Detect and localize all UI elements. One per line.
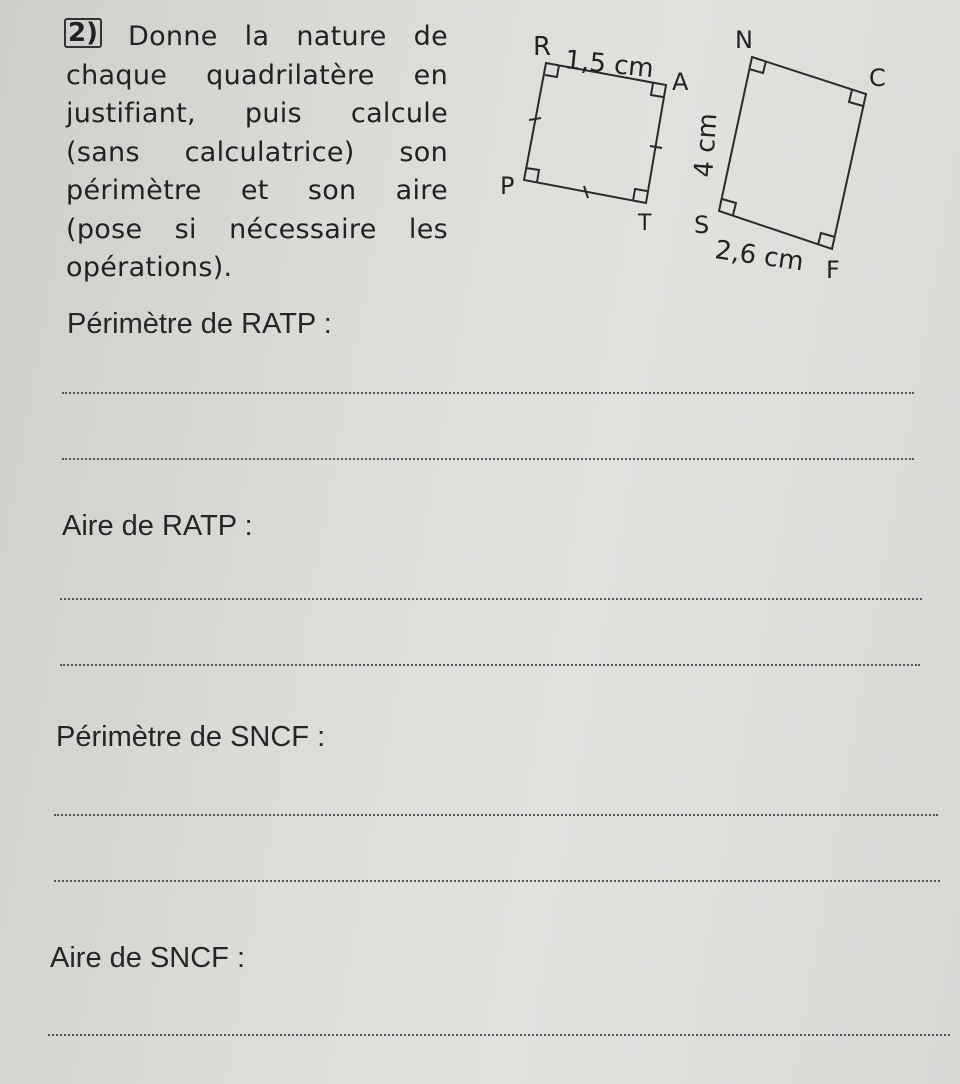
vertex-label-f: F bbox=[826, 256, 840, 284]
instruction-line: (sans calculatrice) son bbox=[66, 136, 448, 168]
tick-mark bbox=[529, 118, 541, 120]
vertex-label-a: A bbox=[672, 68, 689, 96]
question-aire-sncf: Aire de SNCF : bbox=[50, 942, 245, 974]
rectangle-sncf bbox=[719, 57, 866, 249]
answer-line[interactable] bbox=[60, 598, 922, 600]
right-angle-mark-r bbox=[545, 65, 559, 77]
vertex-label-p: P bbox=[500, 172, 515, 200]
answer-line[interactable] bbox=[62, 458, 914, 460]
instruction-line: (pose si nécessaire les bbox=[66, 213, 448, 245]
vertex-label-s: S bbox=[694, 211, 710, 239]
vertex-label-c: C bbox=[869, 64, 886, 92]
question-perimetre-ratp: Périmètre de RATP : bbox=[67, 308, 332, 340]
question-aire-ratp: Aire de RATP : bbox=[62, 510, 253, 542]
rectangle-sncf-outline bbox=[719, 57, 866, 249]
instruction-line: périmètre et son aire bbox=[66, 175, 448, 206]
vertex-label-n: N bbox=[735, 26, 753, 54]
instruction-line: Donne la nature de bbox=[128, 21, 448, 52]
answer-line[interactable] bbox=[54, 814, 938, 816]
answer-line[interactable] bbox=[60, 664, 920, 666]
vertex-label-t: T bbox=[638, 211, 652, 236]
width-length-label: 2,6 cm bbox=[713, 235, 806, 278]
answer-line[interactable] bbox=[48, 1034, 950, 1036]
vertex-label-r: R bbox=[533, 32, 552, 62]
square-ratp bbox=[524, 63, 666, 203]
square-ratp-outline bbox=[524, 63, 666, 203]
question-perimetre-sncf: Périmètre de SNCF : bbox=[56, 721, 326, 753]
tick-mark bbox=[650, 146, 662, 148]
instruction-line: opérations). bbox=[66, 252, 233, 283]
answer-line[interactable] bbox=[54, 880, 940, 882]
height-length-label: 4 cm bbox=[689, 112, 724, 179]
instruction-line: chaque quadrilatère en bbox=[66, 59, 448, 91]
instruction-line: justifiant, puis calcule bbox=[66, 98, 448, 129]
quadrilaterals-figure bbox=[0, 0, 960, 300]
exercise-number: 2) bbox=[64, 18, 102, 48]
right-angle-mark-t bbox=[633, 189, 647, 201]
answer-line[interactable] bbox=[62, 392, 914, 394]
side-length-label: 1,5 cm bbox=[563, 45, 656, 85]
